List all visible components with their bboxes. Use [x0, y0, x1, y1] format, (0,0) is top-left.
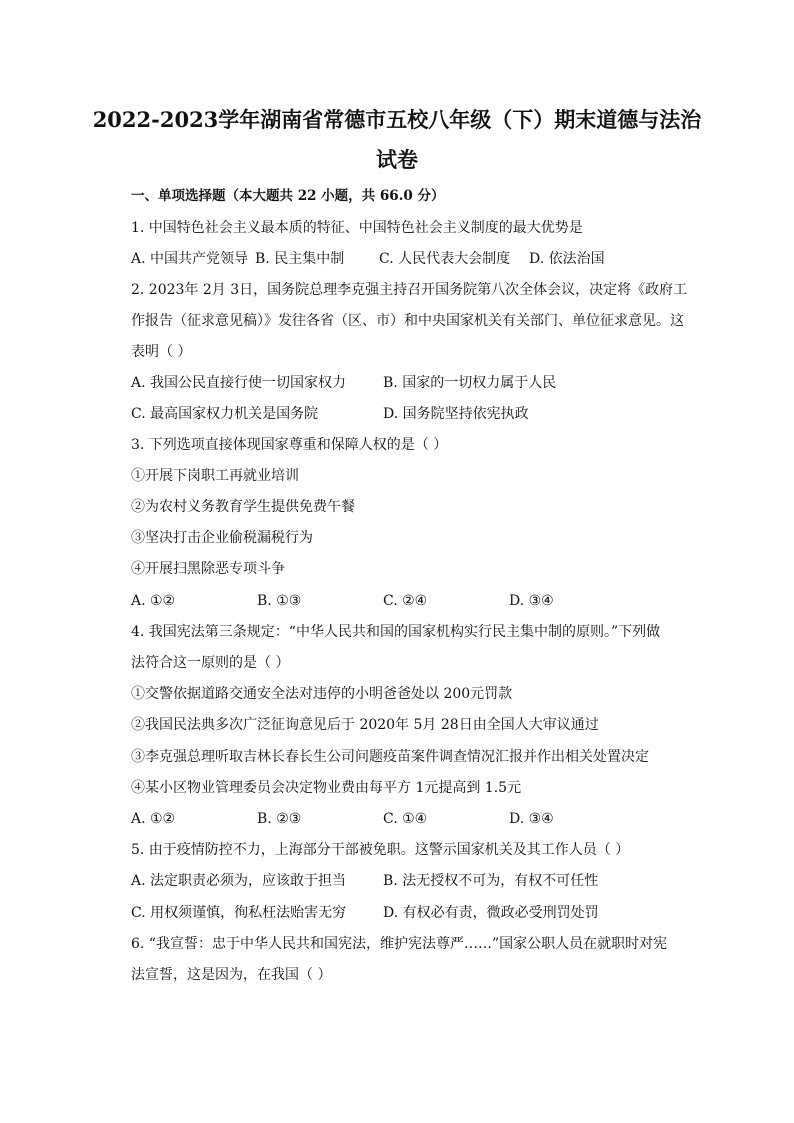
- option-a: A. 中国共产党领导: [131, 251, 249, 267]
- question-4-item-3: ③李克强总理听取吉林长春长生公司问题疫苗案件调查情况汇报并作出相关处置决定: [131, 749, 649, 765]
- option-d: D. ③④: [509, 593, 554, 609]
- question-5-options-row1: [131, 872, 598, 890]
- question-2-stem-cont: 作报告（征求意见稿）》发往各省（区、市）和中央国家机关有关部门、单位征求意见。这: [131, 313, 684, 329]
- option-b: B. ①③: [257, 593, 302, 609]
- question-3-item-4: ④开展扫黑除恶专项斗争: [131, 561, 285, 577]
- option-c: C. 最高国家权力机关是国务院: [131, 406, 319, 422]
- question-2-stem-end: 表明（ ）: [131, 344, 192, 360]
- question-3-item-1: ①开展下岗职工再就业培训: [131, 468, 299, 484]
- option-d: D. 依法治国: [529, 251, 605, 267]
- option-c: C. ①④: [383, 811, 428, 827]
- question-4-stem: 4. 我国宪法第三条规定：“中华人民共和国的国家机构实行民主集中制的原则。”下列做: [131, 624, 661, 640]
- question-6-stem-cont: 法宣誓，这是因为，在我国（ ）: [131, 967, 332, 983]
- question-3-stem: 3. 下列选项直接体现国家尊重和保障人权的是（ ）: [131, 437, 448, 453]
- option-a: A. ①②: [131, 811, 176, 827]
- question-4-item-2: ②我国民法典多次广泛征询意见后于 2020年 5月 28日由全国人大审议通过: [131, 717, 599, 733]
- option-a: A. 法定职责必须为，应该敢于担当: [131, 873, 347, 889]
- option-d: D. 国务院坚持依宪执政: [383, 406, 529, 422]
- option-c: C. ②④: [383, 593, 428, 609]
- question-4-stem-cont: 法符合这一原则的是（ ）: [131, 655, 290, 671]
- option-b: B. 民主集中制: [255, 251, 345, 267]
- question-3-item-2: ②为农村义务教育学生提供免费午餐: [131, 499, 355, 515]
- question-2-options-row2: [131, 405, 529, 423]
- question-4-options: [131, 810, 554, 828]
- question-5-stem: 5. 由于疫情防控不力，上海部分干部被免职。这警示国家机关及其工作人员（ ）: [131, 842, 630, 858]
- page-title: 2022-2023学年湖南省常德市五校八年级（下）期末道德与法治: [92, 107, 702, 132]
- question-4-item-4: ④某小区物业管理委员会决定物业费由每平方 1元提高到 1.5元: [131, 780, 522, 796]
- question-3-item-3: ③坚决打击企业偷税漏税行为: [131, 530, 313, 546]
- option-a: A. ①②: [131, 593, 176, 609]
- option-d: D. ③④: [509, 811, 554, 827]
- question-4-item-1: ①交警依据道路交通安全法对违停的小明爸爸处以 200元罚款: [131, 686, 513, 702]
- section-heading: 一、单项选择题（本大题共 22 小题，共 66.0 分）: [131, 188, 445, 204]
- option-c: C. 人民代表大会制度: [379, 251, 511, 267]
- option-b: B. 法无授权不可为，有权不可任性: [383, 873, 599, 889]
- question-2-stem: 2. 2023年 2月 3日，国务院总理李克强主持召开国务院第八次全体会议，决定将《政府工: [131, 282, 688, 298]
- question-6-stem: 6. “我宣誓：忠于中华人民共和国宪法，维护宪法尊严……”国家公职人员在就职时对宪: [131, 936, 668, 952]
- option-a: A. 我国公民直接行使一切国家权力: [131, 375, 347, 391]
- question-3-options: [131, 592, 554, 610]
- option-b: B. 国家的一切权力属于人民: [383, 375, 557, 391]
- question-2-options-row1: [131, 374, 556, 392]
- question-5-options-row2: [131, 904, 599, 922]
- option-d: D. 有权必有责，微政必受刑罚处罚: [383, 905, 599, 921]
- option-b: B. ②③: [257, 811, 302, 827]
- question-1-stem: 1. 中国特色社会主义最本质的特征、中国特色社会主义制度的最大优势是: [131, 220, 583, 236]
- option-c: C. 用权须谨慎，徇私枉法贻害无穷: [131, 905, 347, 921]
- page-title-continued: 试卷: [376, 147, 418, 172]
- question-1-options: [131, 250, 605, 268]
